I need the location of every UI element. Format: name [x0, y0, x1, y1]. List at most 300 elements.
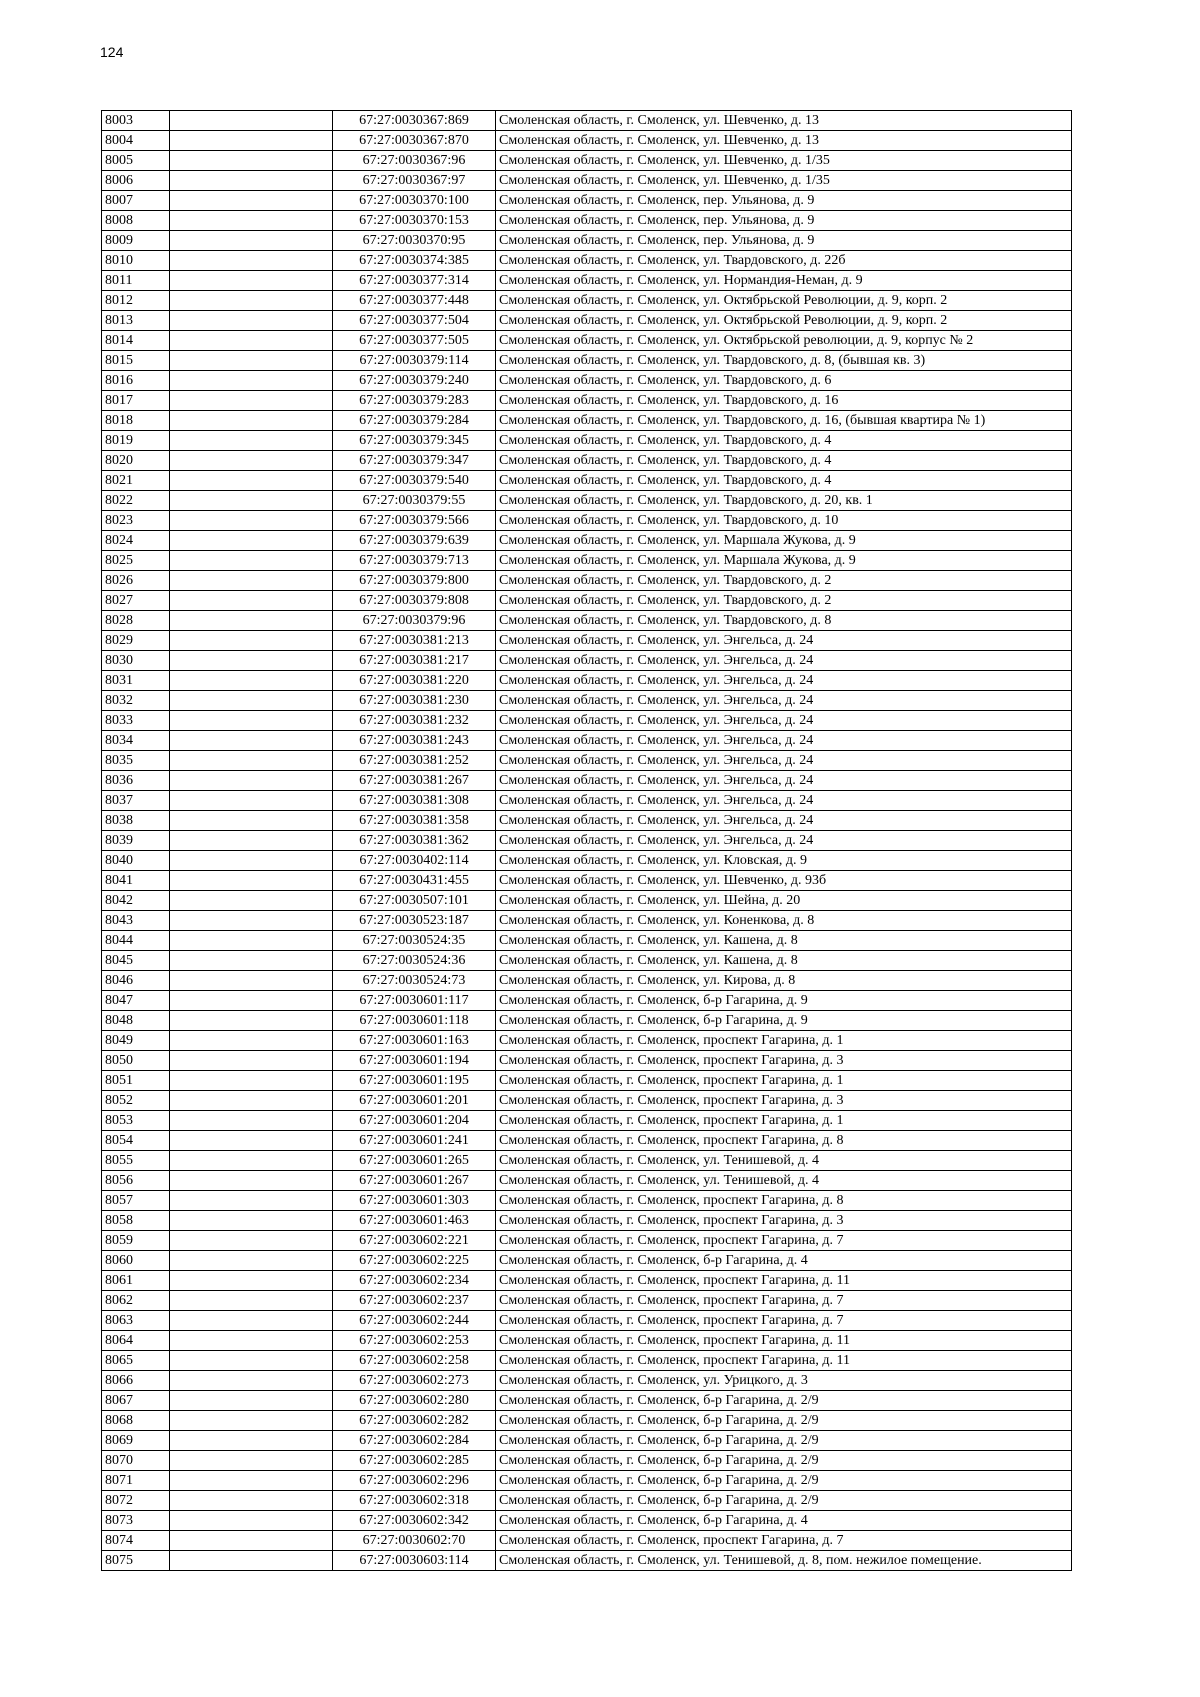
- cadastral-number-cell: 67:27:0030379:114: [333, 351, 496, 371]
- cadastral-number-cell: 67:27:0030524:73: [333, 971, 496, 991]
- address-cell: Смоленская область, г. Смоленск, ул. Тенишевой, д. 4: [496, 1171, 1072, 1191]
- address-cell: Смоленская область, г. Смоленск, ул. Твардовского, д. 20, кв. 1: [496, 491, 1072, 511]
- blank-cell: [170, 1251, 333, 1271]
- table-row: [102, 1471, 1072, 1491]
- row-number-cell: 8044: [102, 931, 170, 951]
- cadastral-number-cell: 67:27:0030381:252: [333, 751, 496, 771]
- row-number-cell: 8045: [102, 951, 170, 971]
- address-cell: Смоленская область, г. Смоленск, пер. Ульянова, д. 9: [496, 191, 1072, 211]
- cadastral-number-cell: 67:27:0030370:153: [333, 211, 496, 231]
- cadastral-number-cell: 67:27:0030602:342: [333, 1511, 496, 1531]
- cadastral-number-cell: 67:27:0030379:540: [333, 471, 496, 491]
- blank-cell: [170, 1371, 333, 1391]
- address-cell: Смоленская область, г. Смоленск, ул. Шевченко, д. 13: [496, 131, 1072, 151]
- table-row: [102, 151, 1072, 171]
- blank-cell: [170, 1271, 333, 1291]
- address-cell: Смоленская область, г. Смоленск, ул. Шевченко, д. 13: [496, 111, 1072, 131]
- row-number-cell: 8011: [102, 271, 170, 291]
- address-cell: Смоленская область, г. Смоленск, ул. Нормандия-Неман, д. 9: [496, 271, 1072, 291]
- row-number-cell: 8019: [102, 431, 170, 451]
- blank-cell: [170, 271, 333, 291]
- table-row: [102, 1451, 1072, 1471]
- address-cell: Смоленская область, г. Смоленск, б-р Гагарина, д. 9: [496, 991, 1072, 1011]
- table-row: [102, 771, 1072, 791]
- blank-cell: [170, 1351, 333, 1371]
- address-cell: Смоленская область, г. Смоленск, ул. Твардовского, д. 22б: [496, 251, 1072, 271]
- row-number-cell: 8015: [102, 351, 170, 371]
- address-cell: Смоленская область, г. Смоленск, ул. Кирова, д. 8: [496, 971, 1072, 991]
- blank-cell: [170, 1391, 333, 1411]
- blank-cell: [170, 171, 333, 191]
- blank-cell: [170, 491, 333, 511]
- blank-cell: [170, 931, 333, 951]
- row-number-cell: 8075: [102, 1551, 170, 1571]
- row-number-cell: 8007: [102, 191, 170, 211]
- address-cell: Смоленская область, г. Смоленск, ул. Октябрьской Революции, д. 9, корп. 2: [496, 291, 1072, 311]
- table-row: [102, 251, 1072, 271]
- blank-cell: [170, 331, 333, 351]
- cadastral-number-cell: 67:27:0030602:244: [333, 1311, 496, 1331]
- row-number-cell: 8038: [102, 811, 170, 831]
- address-cell: Смоленская область, г. Смоленск, ул. Октябрьской Революции, д. 9, корп. 2: [496, 311, 1072, 331]
- table-row: [102, 831, 1072, 851]
- row-number-cell: 8012: [102, 291, 170, 311]
- address-cell: Смоленская область, г. Смоленск, ул. Кловская, д. 9: [496, 851, 1072, 871]
- row-number-cell: 8029: [102, 631, 170, 651]
- table-row: [102, 1311, 1072, 1331]
- row-number-cell: 8064: [102, 1331, 170, 1351]
- blank-cell: [170, 311, 333, 331]
- row-number-cell: 8051: [102, 1071, 170, 1091]
- row-number-cell: 8070: [102, 1451, 170, 1471]
- address-cell: Смоленская область, г. Смоленск, ул. Твардовского, д. 2: [496, 591, 1072, 611]
- blank-cell: [170, 1131, 333, 1151]
- address-cell: Смоленская область, г. Смоленск, ул. Кашена, д. 8: [496, 931, 1072, 951]
- cadastral-number-cell: 67:27:0030601:241: [333, 1131, 496, 1151]
- cadastral-number-cell: 67:27:0030602:284: [333, 1431, 496, 1451]
- row-number-cell: 8004: [102, 131, 170, 151]
- registry-table: [101, 110, 1072, 1571]
- blank-cell: [170, 871, 333, 891]
- address-cell: Смоленская область, г. Смоленск, ул. Энгельса, д. 24: [496, 691, 1072, 711]
- address-cell: Смоленская область, г. Смоленск, ул. Энгельса, д. 24: [496, 671, 1072, 691]
- blank-cell: [170, 151, 333, 171]
- address-cell: Смоленская область, г. Смоленск, б-р Гагарина, д. 2/9: [496, 1391, 1072, 1411]
- address-cell: Смоленская область, г. Смоленск, ул. Урицкого, д. 3: [496, 1371, 1072, 1391]
- address-cell: Смоленская область, г. Смоленск, проспект Гагарина, д. 7: [496, 1291, 1072, 1311]
- blank-cell: [170, 1051, 333, 1071]
- blank-cell: [170, 1511, 333, 1531]
- cadastral-number-cell: 67:27:0030602:296: [333, 1471, 496, 1491]
- row-number-cell: 8058: [102, 1211, 170, 1231]
- cadastral-number-cell: 67:27:0030602:237: [333, 1291, 496, 1311]
- cadastral-number-cell: 67:27:0030381:267: [333, 771, 496, 791]
- page-number: 124: [100, 44, 124, 60]
- address-cell: Смоленская область, г. Смоленск, ул. Твардовского, д. 4: [496, 471, 1072, 491]
- blank-cell: [170, 1451, 333, 1471]
- blank-cell: [170, 571, 333, 591]
- row-number-cell: 8010: [102, 251, 170, 271]
- blank-cell: [170, 1471, 333, 1491]
- blank-cell: [170, 1531, 333, 1551]
- table-row: [102, 1351, 1072, 1371]
- row-number-cell: 8039: [102, 831, 170, 851]
- blank-cell: [170, 1551, 333, 1571]
- blank-cell: [170, 191, 333, 211]
- blank-cell: [170, 731, 333, 751]
- cadastral-number-cell: 67:27:0030370:100: [333, 191, 496, 211]
- cadastral-number-cell: 67:27:0030381:213: [333, 631, 496, 651]
- address-cell: Смоленская область, г. Смоленск, ул. Кашена, д. 8: [496, 951, 1072, 971]
- row-number-cell: 8066: [102, 1371, 170, 1391]
- blank-cell: [170, 1431, 333, 1451]
- row-number-cell: 8048: [102, 1011, 170, 1031]
- address-cell: Смоленская область, г. Смоленск, ул. Твардовского, д. 6: [496, 371, 1072, 391]
- cadastral-number-cell: 67:27:0030377:314: [333, 271, 496, 291]
- address-cell: Смоленская область, г. Смоленск, ул. Тенишевой, д. 8, пом. нежилое помещение.: [496, 1551, 1072, 1571]
- cadastral-number-cell: 67:27:0030601:194: [333, 1051, 496, 1071]
- row-number-cell: 8036: [102, 771, 170, 791]
- cadastral-number-cell: 67:27:0030379:800: [333, 571, 496, 591]
- cadastral-number-cell: 67:27:0030377:505: [333, 331, 496, 351]
- table-row: [102, 351, 1072, 371]
- blank-cell: [170, 1111, 333, 1131]
- cadastral-number-cell: 67:27:0030381:230: [333, 691, 496, 711]
- table-row: [102, 911, 1072, 931]
- row-number-cell: 8022: [102, 491, 170, 511]
- row-number-cell: 8059: [102, 1231, 170, 1251]
- blank-cell: [170, 411, 333, 431]
- address-cell: Смоленская область, г. Смоленск, пер. Ульянова, д. 9: [496, 231, 1072, 251]
- cadastral-number-cell: 67:27:0030381:362: [333, 831, 496, 851]
- address-cell: Смоленская область, г. Смоленск, б-р Гагарина, д. 2/9: [496, 1491, 1072, 1511]
- table-row: [102, 511, 1072, 531]
- blank-cell: [170, 1231, 333, 1251]
- cadastral-number-cell: 67:27:0030602:280: [333, 1391, 496, 1411]
- table-row: [102, 651, 1072, 671]
- row-number-cell: 8021: [102, 471, 170, 491]
- row-number-cell: 8063: [102, 1311, 170, 1331]
- cadastral-number-cell: 67:27:0030524:35: [333, 931, 496, 951]
- cadastral-number-cell: 67:27:0030601:117: [333, 991, 496, 1011]
- address-cell: Смоленская область, г. Смоленск, ул. Энгельса, д. 24: [496, 651, 1072, 671]
- cadastral-number-cell: 67:27:0030601:201: [333, 1091, 496, 1111]
- row-number-cell: 8055: [102, 1151, 170, 1171]
- table-row: [102, 1171, 1072, 1191]
- blank-cell: [170, 691, 333, 711]
- blank-cell: [170, 911, 333, 931]
- row-number-cell: 8054: [102, 1131, 170, 1151]
- address-cell: Смоленская область, г. Смоленск, ул. Энгельса, д. 24: [496, 831, 1072, 851]
- blank-cell: [170, 1031, 333, 1051]
- address-cell: Смоленская область, г. Смоленск, ул. Твардовского, д. 4: [496, 431, 1072, 451]
- blank-cell: [170, 1151, 333, 1171]
- row-number-cell: 8053: [102, 1111, 170, 1131]
- blank-cell: [170, 1311, 333, 1331]
- row-number-cell: 8013: [102, 311, 170, 331]
- row-number-cell: 8016: [102, 371, 170, 391]
- table-row: [102, 1151, 1072, 1171]
- blank-cell: [170, 671, 333, 691]
- row-number-cell: 8057: [102, 1191, 170, 1211]
- row-number-cell: 8028: [102, 611, 170, 631]
- address-cell: Смоленская область, г. Смоленск, ул. Энгельса, д. 24: [496, 751, 1072, 771]
- address-cell: Смоленская область, г. Смоленск, ул. Твардовского, д. 8, (бывшая кв. 3): [496, 351, 1072, 371]
- cadastral-number-cell: 67:27:0030601:463: [333, 1211, 496, 1231]
- table-row: [102, 231, 1072, 251]
- cadastral-number-cell: 67:27:0030523:187: [333, 911, 496, 931]
- table-row: [102, 411, 1072, 431]
- blank-cell: [170, 291, 333, 311]
- table-row: [102, 611, 1072, 631]
- row-number-cell: 8071: [102, 1471, 170, 1491]
- table-row: [102, 551, 1072, 571]
- row-number-cell: 8031: [102, 671, 170, 691]
- address-cell: Смоленская область, г. Смоленск, б-р Гагарина, д. 9: [496, 1011, 1072, 1031]
- table-row: [102, 1131, 1072, 1151]
- cadastral-number-cell: 67:27:0030524:36: [333, 951, 496, 971]
- blank-cell: [170, 1211, 333, 1231]
- row-number-cell: 8037: [102, 791, 170, 811]
- address-cell: Смоленская область, г. Смоленск, ул. Шевченко, д. 1/35: [496, 171, 1072, 191]
- cadastral-number-cell: 67:27:0030379:808: [333, 591, 496, 611]
- row-number-cell: 8046: [102, 971, 170, 991]
- blank-cell: [170, 791, 333, 811]
- address-cell: Смоленская область, г. Смоленск, проспект Гагарина, д. 11: [496, 1271, 1072, 1291]
- table-row: [102, 1411, 1072, 1431]
- blank-cell: [170, 831, 333, 851]
- row-number-cell: 8033: [102, 711, 170, 731]
- blank-cell: [170, 991, 333, 1011]
- table-row: [102, 1051, 1072, 1071]
- table-row: [102, 951, 1072, 971]
- table-row: [102, 491, 1072, 511]
- cadastral-number-cell: 67:27:0030381:308: [333, 791, 496, 811]
- blank-cell: [170, 591, 333, 611]
- table-row: [102, 1251, 1072, 1271]
- table-row: [102, 471, 1072, 491]
- row-number-cell: 8006: [102, 171, 170, 191]
- table-row: [102, 791, 1072, 811]
- blank-cell: [170, 1071, 333, 1091]
- row-number-cell: 8034: [102, 731, 170, 751]
- table-row: [102, 1291, 1072, 1311]
- address-cell: Смоленская область, г. Смоленск, б-р Гагарина, д. 2/9: [496, 1471, 1072, 1491]
- table-row: [102, 1231, 1072, 1251]
- row-number-cell: 8018: [102, 411, 170, 431]
- address-cell: Смоленская область, г. Смоленск, ул. Твардовского, д. 16, (бывшая квартира № 1): [496, 411, 1072, 431]
- table-row: [102, 871, 1072, 891]
- cadastral-number-cell: 67:27:0030379:284: [333, 411, 496, 431]
- blank-cell: [170, 1291, 333, 1311]
- blank-cell: [170, 111, 333, 131]
- blank-cell: [170, 211, 333, 231]
- address-cell: Смоленская область, г. Смоленск, проспект Гагарина, д. 1: [496, 1111, 1072, 1131]
- row-number-cell: 8040: [102, 851, 170, 871]
- cadastral-number-cell: 67:27:0030374:385: [333, 251, 496, 271]
- table-row: [102, 1531, 1072, 1551]
- cadastral-number-cell: 67:27:0030367:97: [333, 171, 496, 191]
- cadastral-number-cell: 67:27:0030602:221: [333, 1231, 496, 1251]
- table-row: [102, 1091, 1072, 1111]
- blank-cell: [170, 471, 333, 491]
- table-row: [102, 1371, 1072, 1391]
- address-cell: Смоленская область, г. Смоленск, ул. Твардовского, д. 8: [496, 611, 1072, 631]
- cadastral-number-cell: 67:27:0030377:504: [333, 311, 496, 331]
- table-row: [102, 191, 1072, 211]
- address-cell: Смоленская область, г. Смоленск, ул. Энгельса, д. 24: [496, 731, 1072, 751]
- table-row: [102, 331, 1072, 351]
- blank-cell: [170, 771, 333, 791]
- table-row: [102, 451, 1072, 471]
- address-cell: Смоленская область, г. Смоленск, ул. Твардовского, д. 10: [496, 511, 1072, 531]
- table-row: [102, 291, 1072, 311]
- cadastral-number-cell: 67:27:0030602:282: [333, 1411, 496, 1431]
- cadastral-number-cell: 67:27:0030381:358: [333, 811, 496, 831]
- table-row: [102, 431, 1072, 451]
- table-row: [102, 271, 1072, 291]
- table-row: [102, 371, 1072, 391]
- row-number-cell: 8067: [102, 1391, 170, 1411]
- blank-cell: [170, 811, 333, 831]
- blank-cell: [170, 451, 333, 471]
- address-cell: Смоленская область, г. Смоленск, проспект Гагарина, д. 11: [496, 1351, 1072, 1371]
- row-number-cell: 8042: [102, 891, 170, 911]
- blank-cell: [170, 711, 333, 731]
- cadastral-number-cell: 67:27:0030379:713: [333, 551, 496, 571]
- address-cell: Смоленская область, г. Смоленск, пер. Ульянова, д. 9: [496, 211, 1072, 231]
- row-number-cell: 8047: [102, 991, 170, 1011]
- table-row: [102, 691, 1072, 711]
- address-cell: Смоленская область, г. Смоленск, б-р Гагарина, д. 4: [496, 1511, 1072, 1531]
- row-number-cell: 8065: [102, 1351, 170, 1371]
- cadastral-number-cell: 67:27:0030601:303: [333, 1191, 496, 1211]
- address-cell: Смоленская область, г. Смоленск, ул. Твардовского, д. 4: [496, 451, 1072, 471]
- blank-cell: [170, 511, 333, 531]
- blank-cell: [170, 1091, 333, 1111]
- table-row: [102, 1031, 1072, 1051]
- blank-cell: [170, 431, 333, 451]
- blank-cell: [170, 951, 333, 971]
- table-row: [102, 931, 1072, 951]
- table-row: [102, 531, 1072, 551]
- cadastral-number-cell: 67:27:0030602:285: [333, 1451, 496, 1471]
- table-row: [102, 131, 1072, 151]
- address-cell: Смоленская область, г. Смоленск, ул. Тенишевой, д. 4: [496, 1151, 1072, 1171]
- address-cell: Смоленская область, г. Смоленск, проспект Гагарина, д. 1: [496, 1071, 1072, 1091]
- row-number-cell: 8074: [102, 1531, 170, 1551]
- table-row: [102, 1551, 1072, 1571]
- blank-cell: [170, 1491, 333, 1511]
- row-number-cell: 8025: [102, 551, 170, 571]
- row-number-cell: 8068: [102, 1411, 170, 1431]
- cadastral-number-cell: 67:27:0030601:118: [333, 1011, 496, 1031]
- address-cell: Смоленская область, г. Смоленск, проспект Гагарина, д. 3: [496, 1051, 1072, 1071]
- address-cell: Смоленская область, г. Смоленск, проспект Гагарина, д. 7: [496, 1231, 1072, 1251]
- blank-cell: [170, 531, 333, 551]
- table-row: [102, 591, 1072, 611]
- address-cell: Смоленская область, г. Смоленск, проспект Гагарина, д. 7: [496, 1311, 1072, 1331]
- row-number-cell: 8030: [102, 651, 170, 671]
- blank-cell: [170, 1011, 333, 1031]
- address-cell: Смоленская область, г. Смоленск, проспект Гагарина, д. 3: [496, 1091, 1072, 1111]
- address-cell: Смоленская область, г. Смоленск, ул. Коненкова, д. 8: [496, 911, 1072, 931]
- cadastral-number-cell: 67:27:0030379:96: [333, 611, 496, 631]
- address-cell: Смоленская область, г. Смоленск, б-р Гагарина, д. 2/9: [496, 1411, 1072, 1431]
- cadastral-number-cell: 67:27:0030602:258: [333, 1351, 496, 1371]
- table-row: [102, 731, 1072, 751]
- cadastral-number-cell: 67:27:0030601:195: [333, 1071, 496, 1091]
- address-cell: Смоленская область, г. Смоленск, ул. Энгельса, д. 24: [496, 771, 1072, 791]
- table-row: [102, 971, 1072, 991]
- row-number-cell: 8017: [102, 391, 170, 411]
- cadastral-number-cell: 67:27:0030601:267: [333, 1171, 496, 1191]
- address-cell: Смоленская область, г. Смоленск, проспект Гагарина, д. 8: [496, 1131, 1072, 1151]
- row-number-cell: 8009: [102, 231, 170, 251]
- cadastral-number-cell: 67:27:0030602:70: [333, 1531, 496, 1551]
- row-number-cell: 8061: [102, 1271, 170, 1291]
- cadastral-number-cell: 67:27:0030602:273: [333, 1371, 496, 1391]
- blank-cell: [170, 131, 333, 151]
- cadastral-number-cell: 67:27:0030379:345: [333, 431, 496, 451]
- address-cell: Смоленская область, г. Смоленск, проспект Гагарина, д. 8: [496, 1191, 1072, 1211]
- table-row: [102, 631, 1072, 651]
- cadastral-number-cell: 67:27:0030381:217: [333, 651, 496, 671]
- table-row: [102, 1271, 1072, 1291]
- blank-cell: [170, 651, 333, 671]
- row-number-cell: 8050: [102, 1051, 170, 1071]
- blank-cell: [170, 231, 333, 251]
- row-number-cell: 8003: [102, 111, 170, 131]
- blank-cell: [170, 851, 333, 871]
- table-row: [102, 111, 1072, 131]
- blank-cell: [170, 391, 333, 411]
- cadastral-number-cell: 67:27:0030603:114: [333, 1551, 496, 1571]
- blank-cell: [170, 1191, 333, 1211]
- row-number-cell: 8014: [102, 331, 170, 351]
- table-row: [102, 571, 1072, 591]
- address-cell: Смоленская область, г. Смоленск, ул. Твардовского, д. 2: [496, 571, 1072, 591]
- row-number-cell: 8020: [102, 451, 170, 471]
- blank-cell: [170, 551, 333, 571]
- table-row: [102, 1491, 1072, 1511]
- address-cell: Смоленская область, г. Смоленск, б-р Гагарина, д. 4: [496, 1251, 1072, 1271]
- address-cell: Смоленская область, г. Смоленск, ул. Энгельса, д. 24: [496, 791, 1072, 811]
- blank-cell: [170, 631, 333, 651]
- row-number-cell: 8049: [102, 1031, 170, 1051]
- row-number-cell: 8069: [102, 1431, 170, 1451]
- cadastral-number-cell: 67:27:0030601:163: [333, 1031, 496, 1051]
- cadastral-number-cell: 67:27:0030601:265: [333, 1151, 496, 1171]
- cadastral-number-cell: 67:27:0030381:220: [333, 671, 496, 691]
- table-row: [102, 711, 1072, 731]
- address-cell: Смоленская область, г. Смоленск, проспект Гагарина, д. 7: [496, 1531, 1072, 1551]
- address-cell: Смоленская область, г. Смоленск, ул. Маршала Жукова, д. 9: [496, 551, 1072, 571]
- cadastral-number-cell: 67:27:0030367:869: [333, 111, 496, 131]
- row-number-cell: 8073: [102, 1511, 170, 1531]
- row-number-cell: 8024: [102, 531, 170, 551]
- table-row: [102, 671, 1072, 691]
- address-cell: Смоленская область, г. Смоленск, ул. Шейна, д. 20: [496, 891, 1072, 911]
- registry-table-body: [102, 111, 1072, 1571]
- blank-cell: [170, 1171, 333, 1191]
- row-number-cell: 8056: [102, 1171, 170, 1191]
- blank-cell: [170, 611, 333, 631]
- cadastral-number-cell: 67:27:0030402:114: [333, 851, 496, 871]
- blank-cell: [170, 1411, 333, 1431]
- cadastral-number-cell: 67:27:0030431:455: [333, 871, 496, 891]
- blank-cell: [170, 371, 333, 391]
